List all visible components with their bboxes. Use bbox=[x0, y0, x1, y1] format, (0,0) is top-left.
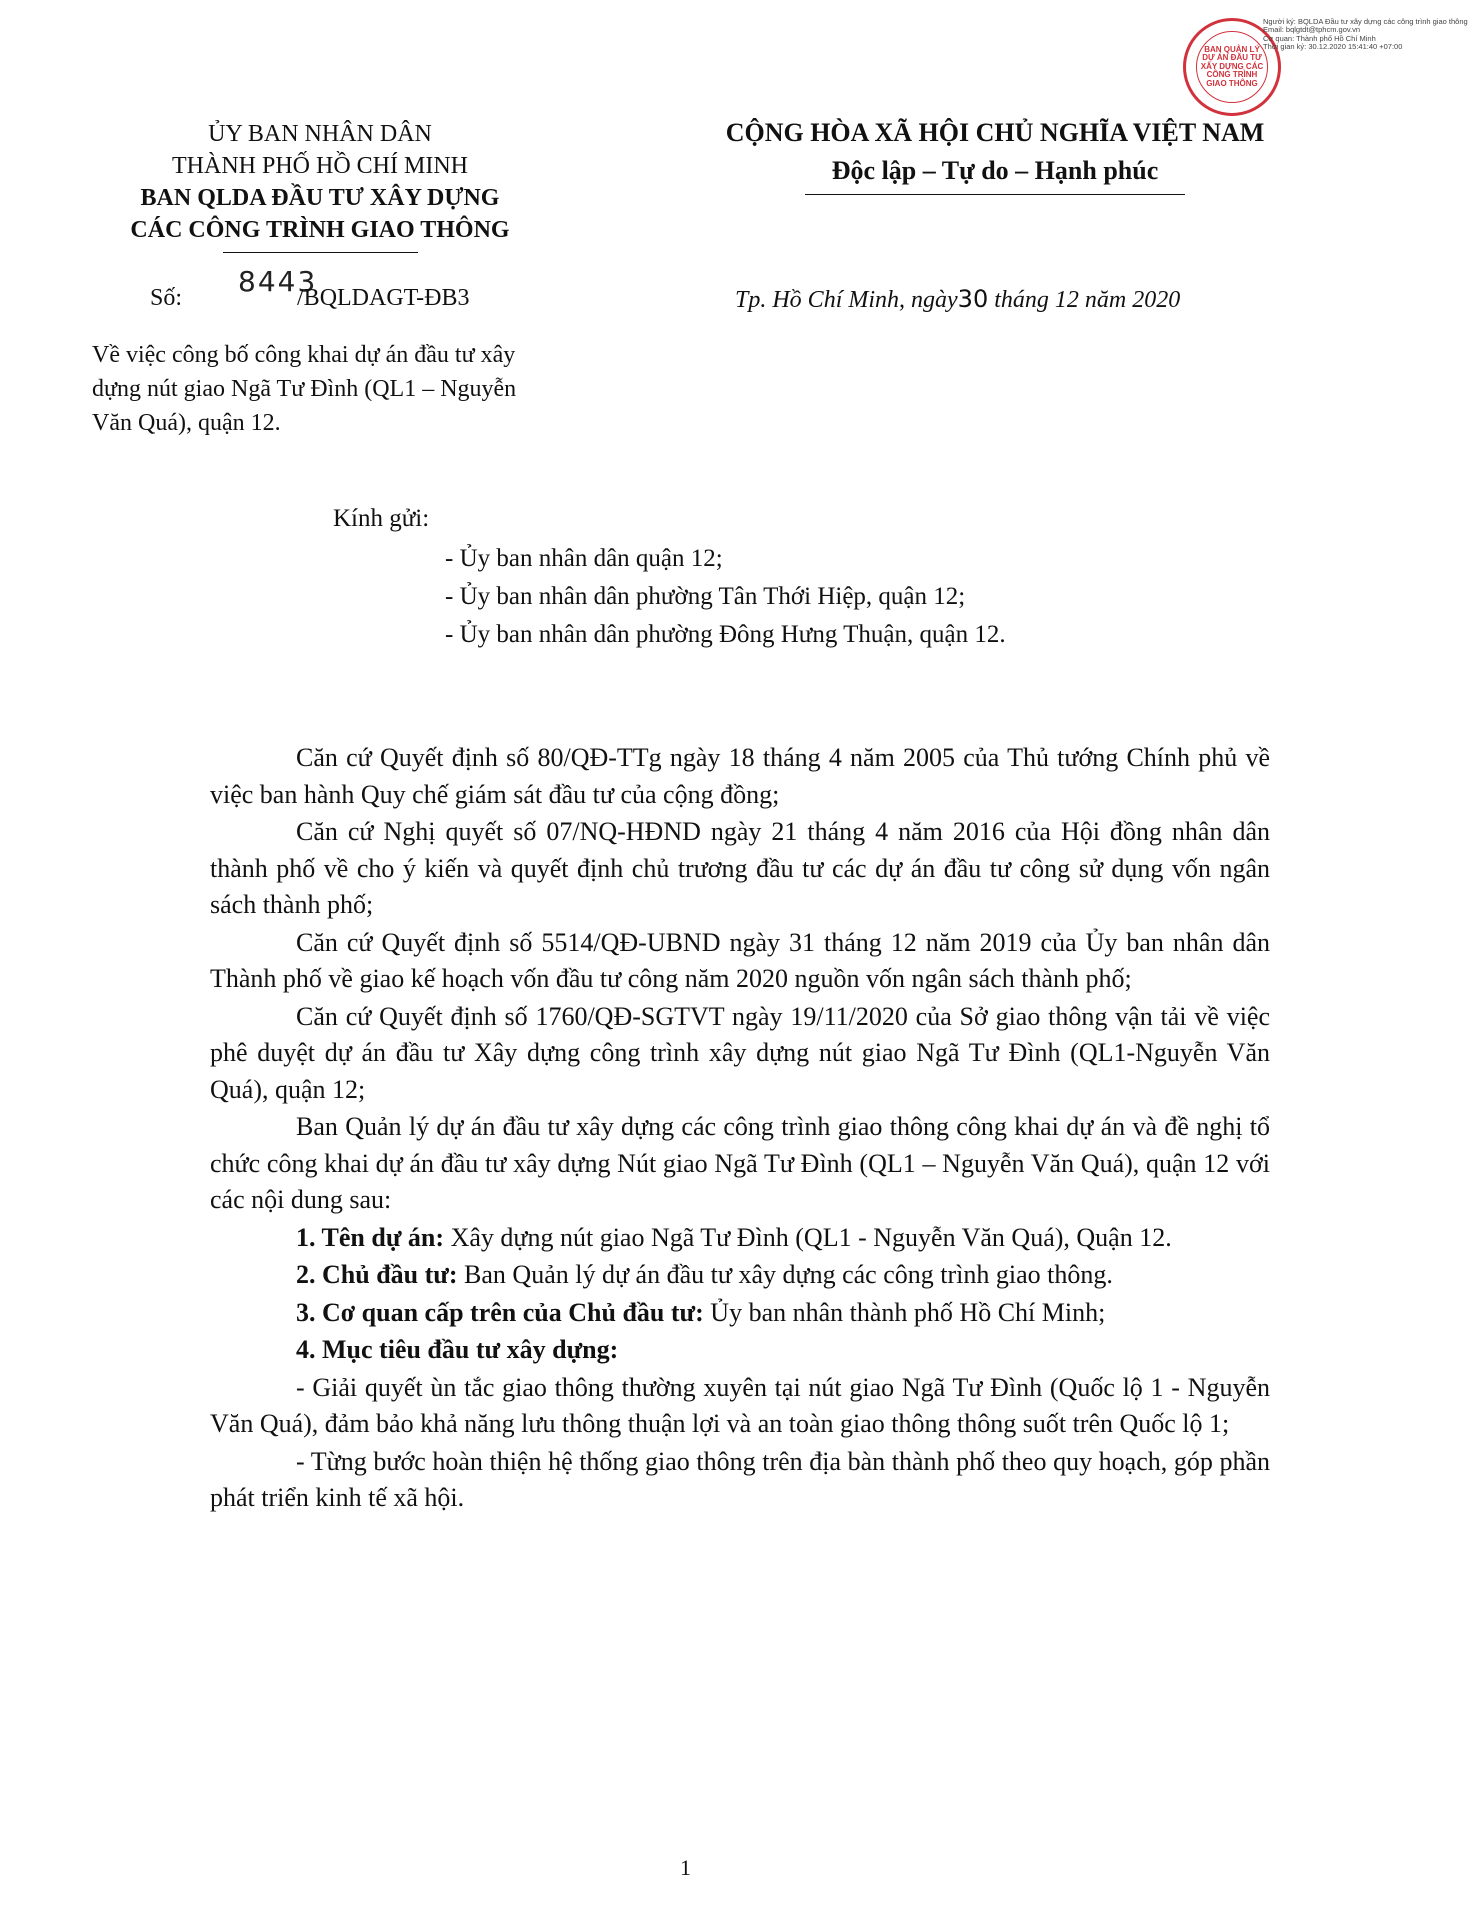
signer-email: Email: bqlgtdt@tphcm.gov.vn bbox=[1263, 25, 1361, 35]
nation-motto: Độc lập – Tự do – Hạnh phúc bbox=[831, 156, 1159, 185]
recipient-item: - Ủy ban nhân dân phường Đông Hưng Thuận, quận 12. bbox=[445, 621, 1006, 648]
org-underline bbox=[223, 252, 418, 253]
org-line-1: ỦY BAN NHÂN DÂN bbox=[208, 121, 432, 147]
date-suffix: tháng 12 năm 2020 bbox=[994, 287, 1181, 313]
intro-paragraph: Ban Quản lý dự án đầu tư xây dựng các công trình giao thông công khai dự án và đề nghị tổ chức công khai dự án đầu tư xây dựng Nút giao Ngã Tư Đình (QL1 – Nguyễn Văn Quá), quận 12 với các nội dung sau: bbox=[210, 1112, 1270, 1214]
org-line-2: THÀNH PHỐ HỒ CHÍ MINH bbox=[172, 153, 468, 179]
handwritten-document-number: 8443 bbox=[238, 265, 318, 298]
legal-basis-2: Căn cứ Nghị quyết số 07/NQ-HĐND ngày 21 tháng 4 năm 2016 của Hội đồng nhân dân thành phố về cho ý kiến và quyết định chủ trương đầu tư các dự án đầu tư công sử dụng vốn ngân sách thành phố; bbox=[210, 817, 1270, 919]
section-1 bbox=[210, 1220, 1270, 1257]
so-label: Số: bbox=[150, 285, 183, 311]
org-line-3: BAN QLDA ĐẦU TƯ XÂY DỰNG bbox=[140, 185, 500, 211]
signer-label: Người ký: BQLDA Đầu tư xây dựng các công trình giao thông bbox=[1263, 17, 1468, 26]
nation-line-1: CỘNG HÒA XÃ HỘI CHỦ NGHĨA VIỆT NAM bbox=[725, 118, 1265, 147]
section-4-bullet-1: - Giải quyết ùn tắc giao thông thường xuyên tại nút giao Ngã Tư Đình (Quốc lộ 1 - Nguyễn Văn Quá), đảm bảo khả năng lưu thông thuận lợi và an toàn giao thông thông suốt trên Quốc lộ 1; bbox=[210, 1372, 1270, 1438]
seal-text: BAN QUẢN LÝ DỰ ÁN ĐẦU TƯ XÂY DỰNG CÁC CÔNG TRÌNH GIAO THÔNG bbox=[1196, 31, 1268, 103]
document-body bbox=[210, 740, 1270, 1518]
date-prefix: Tp. Hồ Chí Minh, ngày bbox=[735, 287, 958, 313]
section-1-label: 1. Tên dự án: bbox=[296, 1222, 445, 1252]
section-2 bbox=[210, 1257, 1270, 1294]
digital-signature bbox=[1183, 17, 1468, 128]
issue-date bbox=[735, 285, 1180, 314]
section-3 bbox=[210, 1295, 1270, 1332]
document-subject bbox=[92, 338, 692, 440]
section-3-text: Ủy ban nhân thành phố Hồ Chí Minh; bbox=[703, 1297, 1106, 1327]
subject-line-1: Về việc công bố công khai dự án đầu tư xây bbox=[92, 342, 516, 368]
section-4-bullet-2: - Từng bước hoàn thiện hệ thống giao thông trên địa bàn thành phố theo quy hoạch, góp phần phát triển kinh tế xã hội. bbox=[210, 1446, 1270, 1512]
section-2-text: Ban Quản lý dự án đầu tư xây dựng các công trình giao thông. bbox=[457, 1260, 1113, 1289]
org-line-4: CÁC CÔNG TRÌNH GIAO THÔNG bbox=[130, 217, 510, 243]
recipient-item: - Ủy ban nhân dân phường Tân Thới Hiệp, quận 12; bbox=[445, 583, 966, 610]
subject-line-2: dựng nút giao Ngã Tư Đình (QL1 – Nguyễn bbox=[92, 376, 517, 402]
motto-underline bbox=[805, 194, 1185, 195]
page-number: 1 bbox=[680, 1855, 691, 1880]
legal-basis-3: Căn cứ Quyết định số 5514/QĐ-UBND ngày 31 tháng 12 năm 2019 của Ủy ban nhân dân Thành phố về giao kế hoạch vốn đầu tư công năm 2020 nguồn vốn ngân sách thành phố; bbox=[210, 927, 1270, 993]
legal-basis-4: Căn cứ Quyết định số 1760/QĐ-SGTVT ngày 19/11/2020 của Sở giao thông vận tải về việc phê duyệt dự án đầu tư Xây dựng công trình xây dựng nút giao Ngã Tư Đình (QL1-Nguyễn Văn Quá), quận 12; bbox=[210, 1001, 1270, 1104]
signature-metadata bbox=[1263, 17, 1468, 52]
sign-time: Thời gian ký: 30.12.2020 15:41:40 +07:00 bbox=[1263, 42, 1403, 52]
national-title bbox=[670, 114, 1320, 195]
recipients-list bbox=[445, 540, 1006, 654]
section-3-label: 3. Cơ quan cấp trên của Chủ đầu tư: bbox=[296, 1297, 704, 1327]
signer-agency: Cơ quan: Thành phố Hồ Chí Minh bbox=[1263, 33, 1376, 43]
legal-basis-1: Căn cứ Quyết định số 80/QĐ-TTg ngày 18 tháng 4 năm 2005 của Thủ tướng Chính phủ về việc ban hành Quy chế giám sát đầu tư của cộng đồng; bbox=[210, 743, 1270, 809]
recipients-label: Kính gửi: bbox=[333, 505, 430, 532]
section-4-heading: 4. Mục tiêu đầu tư xây dựng: bbox=[296, 1335, 619, 1364]
section-1-text: Xây dựng nút giao Ngã Tư Đình (QL1 - Nguyễn Văn Quá), Quận 12. bbox=[444, 1222, 1172, 1252]
issuing-organization bbox=[120, 118, 520, 253]
so-suffix: /BQLDAGT-ĐB3 bbox=[297, 285, 470, 311]
recipient-item: - Ủy ban nhân dân quận 12; bbox=[445, 545, 723, 572]
document-number-line bbox=[150, 285, 469, 312]
date-day: 30 bbox=[957, 285, 989, 313]
section-2-label: 2. Chủ đầu tư: bbox=[296, 1260, 458, 1289]
subject-line-3: Văn Quá), quận 12. bbox=[92, 410, 281, 436]
